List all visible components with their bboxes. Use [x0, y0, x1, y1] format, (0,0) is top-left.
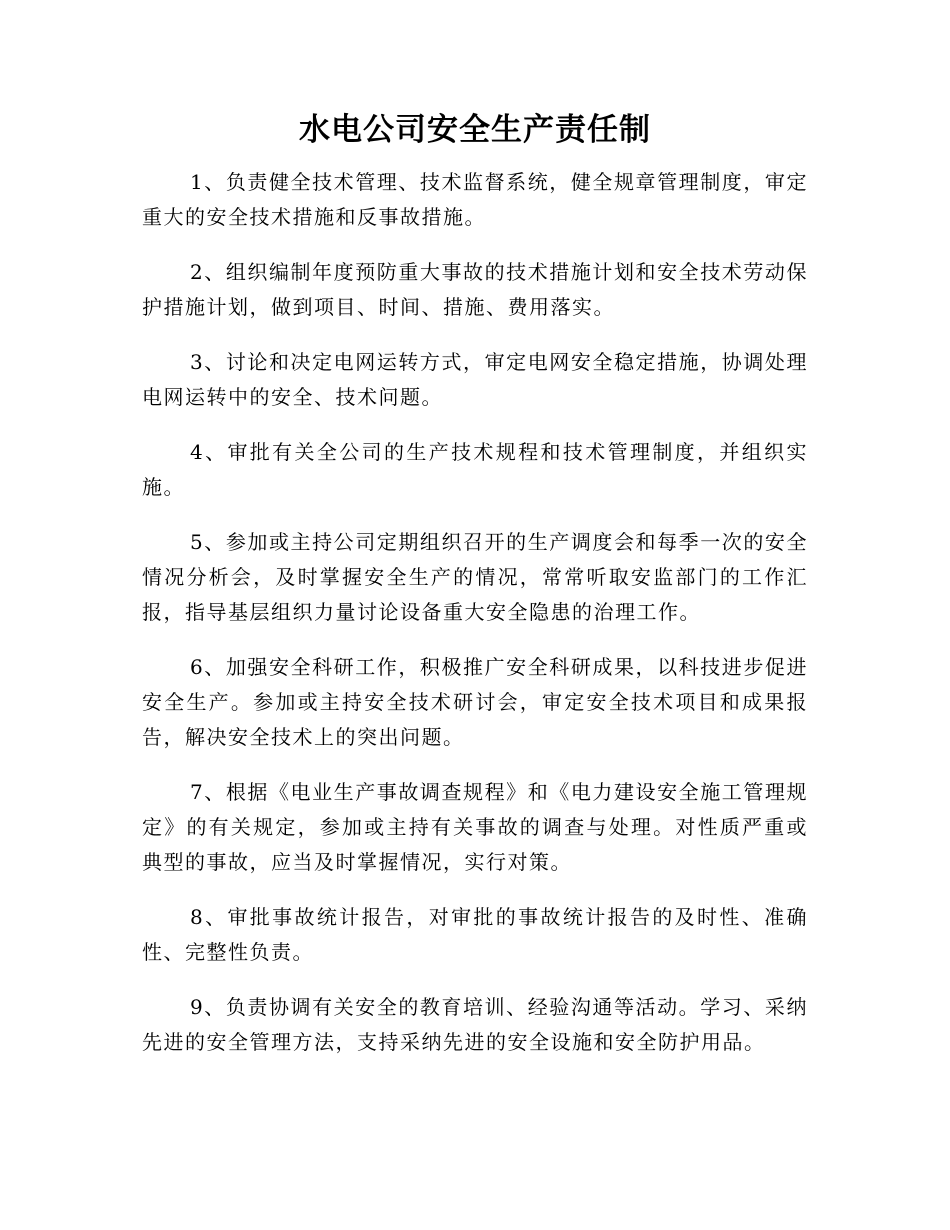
paragraph-3: 3、讨论和决定电网运转方式，审定电网安全稳定措施，协调处理电网运转中的安全、技术问题。	[142, 350, 808, 409]
document-body	[142, 165, 808, 1080]
paragraph-2: 2、组织编制年度预防重大事故的技术措施计划和安全技术劳动保护措施计划，做到项目、时间、措施、费用落实。	[142, 260, 808, 319]
paragraph-1: 1、负责健全技术管理、技术监督系统，健全规章管理制度，审定重大的安全技术措施和反事故措施。	[142, 170, 808, 229]
paragraph-8: 8、审批事故统计报告，对审批的事故统计报告的及时性、准确性、完整性负责。	[142, 905, 808, 964]
paragraph-4: 4、审批有关全公司的生产技术规程和技术管理制度，并组织实施。	[142, 440, 808, 499]
paragraph-6: 6、加强安全科研工作，积极推广安全科研成果，以科技进步促进安全生产。参加或主持安全技术研讨会，审定安全技术项目和成果报告，解决安全技术上的突出问题。	[142, 655, 808, 749]
paragraph-7: 7、根据《电业生产事故调查规程》和《电力建设安全施工管理规定》的有关规定，参加或主持有关事故的调查与处理。对性质严重或典型的事故，应当及时掌握情况，实行对策。	[142, 780, 808, 874]
document-title: 水电公司安全生产责任制	[299, 112, 651, 148]
paragraph-5: 5、参加或主持公司定期组织召开的生产调度会和每季一次的安全情况分析会，及时掌握安全生产的情况，常常听取安监部门的工作汇报，指导基层组织力量讨论设备重大安全隐患的治理工作。	[142, 530, 808, 624]
paragraph-9: 9、负责协调有关安全的教育培训、经验沟通等活动。学习、采纳先进的安全管理方法，支持采纳先进的安全设施和安全防护用品。	[142, 995, 808, 1054]
